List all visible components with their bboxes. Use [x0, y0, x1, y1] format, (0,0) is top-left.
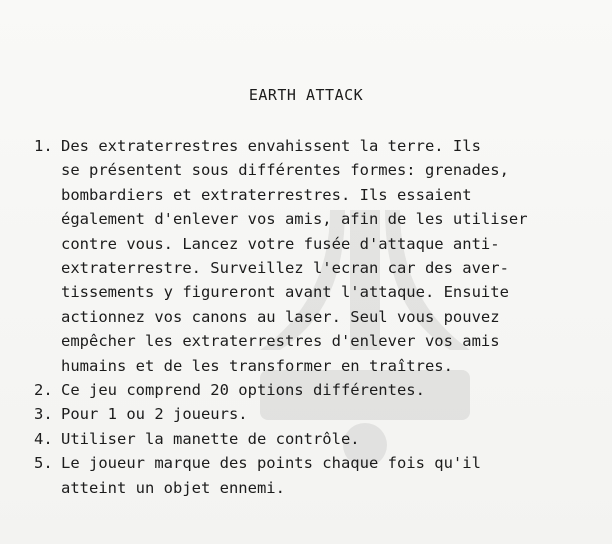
item-number: 2.	[34, 381, 53, 400]
document-title: EARTH ATTACK	[248, 86, 364, 104]
text-line: se présentent sous différentes formes: grenades,	[61, 161, 509, 180]
text-line: Le joueur marque des points chaque fois qu'il	[61, 454, 481, 473]
item-number: 5.	[34, 454, 53, 473]
item-text	[61, 134, 604, 378]
item-text	[61, 378, 604, 402]
list-item	[34, 402, 604, 426]
text-line: atteint un objet ennemi.	[61, 478, 285, 497]
text-line: Ce jeu comprend 20 options différentes.	[61, 381, 425, 400]
list-item	[34, 378, 604, 402]
item-text	[61, 402, 604, 426]
instruction-list	[34, 134, 604, 500]
list-item	[34, 451, 604, 500]
text-line: contre vous. Lancez votre fusée d'attaque anti-	[61, 234, 500, 253]
text-line: Utiliser la manette de contrôle.	[61, 429, 360, 448]
item-text	[61, 451, 604, 500]
text-line: tissements y figureront avant l'attaque. Ensuite	[61, 283, 509, 302]
list-item	[34, 427, 604, 451]
text-line: actionnez vos canons au laser. Seul vous pouvez	[61, 307, 500, 326]
text-line: extraterrestre. Surveillez l'ecran car des aver-	[61, 259, 509, 278]
text-line: humains et de les transformer en traîtres.	[61, 356, 453, 375]
list-item	[34, 134, 604, 378]
text-line: empêcher les extraterrestres d'enlever vos amis	[61, 332, 500, 351]
text-line: Pour 1 ou 2 joueurs.	[61, 405, 248, 424]
text-line: bombardiers et extraterrestres. Ils essaient	[61, 185, 472, 204]
item-text	[61, 427, 604, 451]
item-number: 3.	[34, 405, 53, 424]
text-line: Des extraterrestres envahissent la terre. Ils	[61, 137, 481, 155]
item-number: 1.	[34, 137, 53, 155]
item-number: 4.	[34, 429, 53, 448]
text-line: également d'enlever vos amis, afin de les utiliser	[61, 210, 528, 229]
